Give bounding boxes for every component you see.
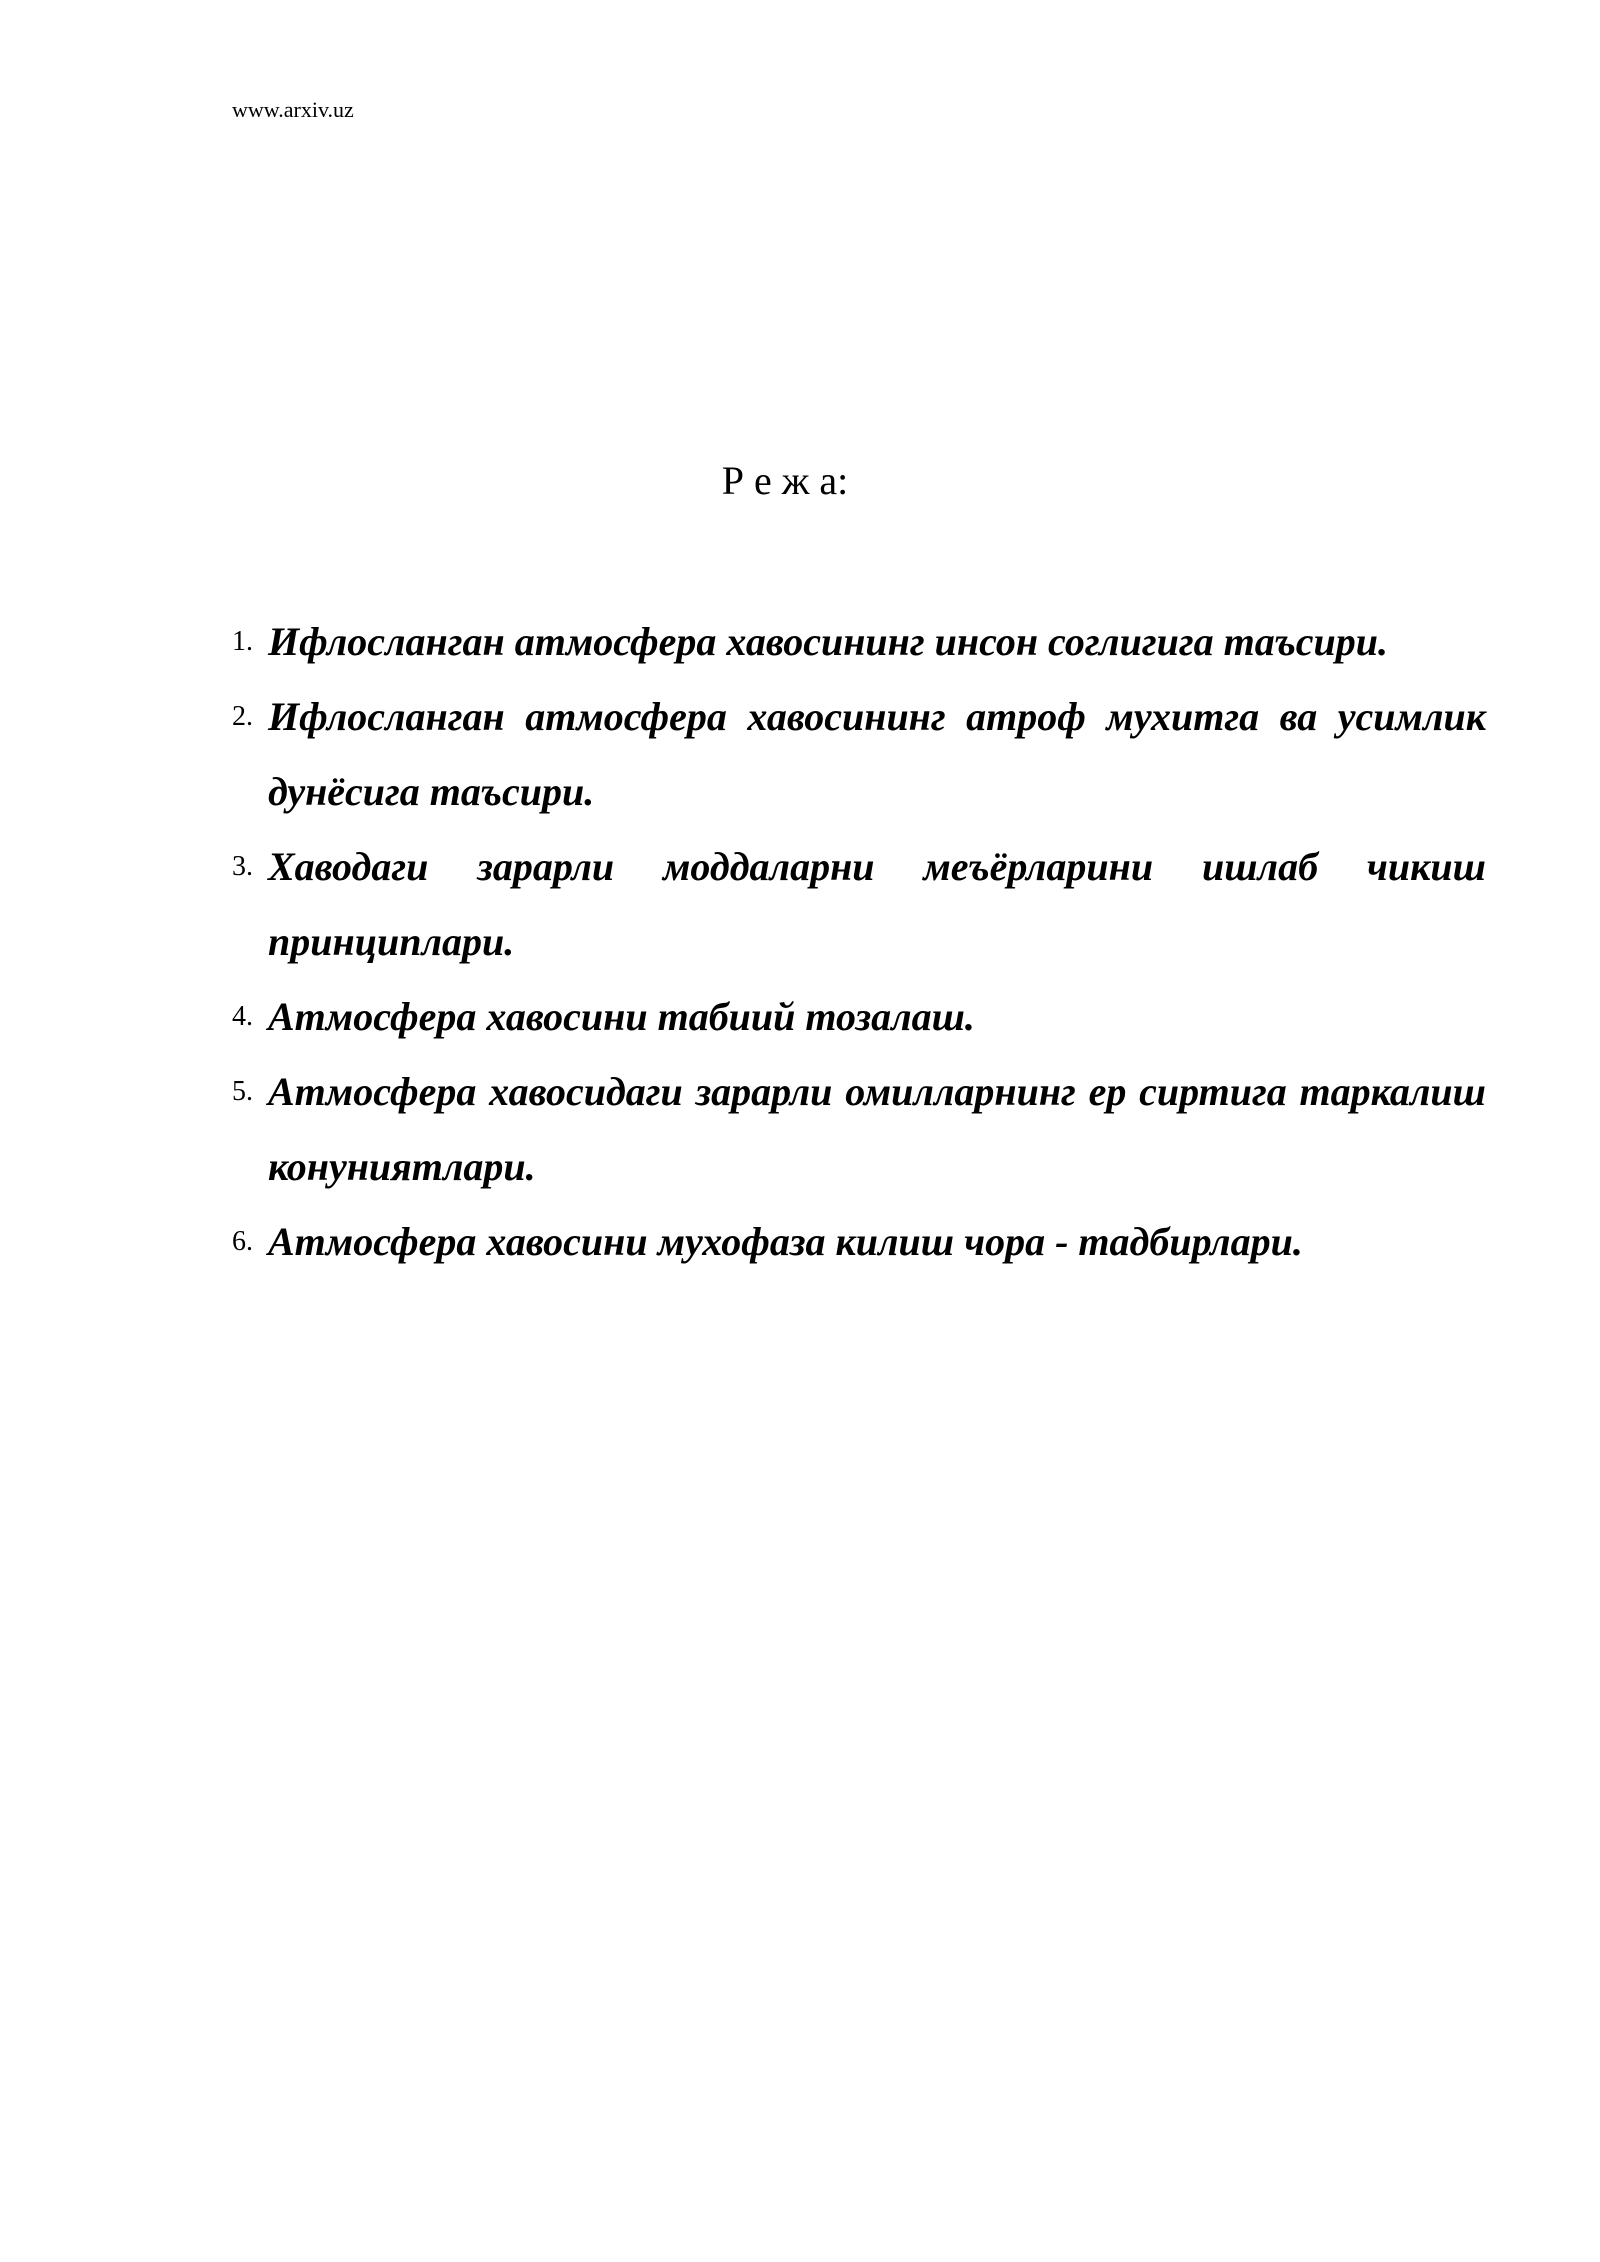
plan-item-text: Атмосфера хавосидаги зарарли омилларнинг ер сиртига таркалиш конуниятлари.	[268, 1069, 1486, 1189]
plan-item-number: 6.	[232, 1226, 253, 1257]
plan-item-text: Хаводаги зарарли моддаларни меъёрларини ишлаб чикиш принциплари.	[268, 844, 1486, 964]
plan-item-text: Ифлосланган атмосфера хавосининг инсон соглигига таъсири.	[268, 619, 1389, 664]
plan-item-5	[232, 1054, 1486, 1204]
plan-list	[232, 604, 1486, 1279]
plan-item-text: Ифлосланган атмосфера хавосининг атроф мухитга ва усимлик дунёсига таъсири.	[268, 694, 1486, 814]
plan-item-number: 5.	[232, 1076, 253, 1107]
plan-item-text: Атмосфера хавосини мухофаза килиш чора - тадбирлари.	[268, 1219, 1303, 1264]
plan-item-number: 1.	[232, 626, 253, 657]
plan-item-text: Атмосфера хавосини табиий тозалаш.	[268, 994, 975, 1039]
site-url: www.arxiv.uz	[232, 97, 354, 122]
plan-item-1	[232, 604, 1486, 679]
plan-title: Р е ж а:	[721, 458, 849, 503]
plan-item-3	[232, 829, 1486, 979]
plan-item-number: 2.	[232, 701, 253, 732]
plan-item-6	[232, 1204, 1486, 1279]
plan-item-number: 3.	[232, 851, 253, 882]
plan-item-number: 4.	[232, 1001, 253, 1032]
plan-item-4	[232, 979, 1486, 1054]
plan-item-2	[232, 679, 1486, 829]
